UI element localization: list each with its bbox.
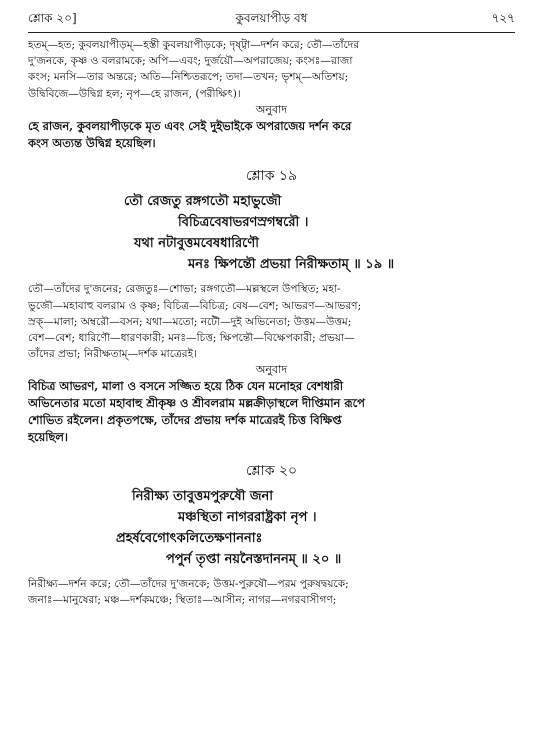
synonyms-block-18 [28,37,515,102]
synonym-line: কংস; মনসি—তার অন্তরে; অতি—নিশ্চিতরূপে; তদা—তখন; ভৃশম্—অতিশয়; [28,71,349,84]
translation-line: হে রাজন, কুবলয়াপীড়কে মৃত এবং সেই দুইভাইকে অপরাজেয় দর্শন করে [28,118,352,133]
verse-reference: শ্লোক ২০] [28,11,77,25]
synonym-line: স্রক্—মালা; অম্বরৌ—বসন; যথা—মতো; নটৌ—দুই অভিনেতা; উত্তম—উত্তম; [28,315,352,328]
synonym-line: বেশ—বেশ; ধারিণৌ—ধারণকারী; মনঃ—চিত্ত; ক্ষিপন্তৌ—বিক্ষেপকারী; প্রভয়া— [28,332,355,345]
synonym-line: তৌ—তাঁদের দু'জনের; রেজতুঃ—শোভা; রঙ্গগতৌ—মল্লস্থলে উপস্থিত; মহা- [28,283,341,296]
verse-line: মঞ্চস্থিতা নাগররাষ্ট্রকা নৃপ । [178,509,317,525]
translation-line: কংস অত্যন্ত উদ্বিগ্ন হয়েছিল। [28,135,156,150]
verse-heading: শ্লোক ২০ [245,462,298,479]
synonyms-block-20 [28,576,515,608]
page-number: ৭২৭ [491,11,515,25]
translation-label: অনুবাদ [255,363,288,377]
translation-line: হয়েছিল। [28,429,68,444]
synonym-line: ভুজৌ—মহাবাহু বলরাম ও কৃষ্ণ; বিচিত্র—বিচিত্র; বেষ—বেশ; আভরণ—আভরণ; [28,299,362,312]
translation-block-19 [28,378,515,445]
synonym-line: তাঁদের প্রভা; নিরীক্ষতাম্—দর্শক মাত্রেরই। [28,348,197,361]
verse-line: বিচিত্রবেষাভরণস্রগম্বরৌ । [178,215,309,231]
verse-line: যথা নটাবুত্তমবেষধারিণৌ [134,236,259,252]
synonyms-block-19 [28,281,515,362]
translation-line: অভিনেতার মতো মহাবাহু শ্রীকৃষ্ণ ও শ্রীবলরাম মল্লক্রীড়াস্থলে দীপ্তিমান রূপে [28,396,365,411]
sanskrit-verse-19 [28,191,515,275]
translation-label: অনুবাদ [255,102,288,116]
sanskrit-verse-20 [28,486,515,570]
verse-line: প্রহর্ষবেগোৎকলিতেক্ষণাননাঃ [116,530,263,546]
chapter-title: কুবলয়াপীড় বধ [235,11,308,25]
verse-heading: শ্লোক ১৯ [245,168,298,185]
verse-line: মনঃ ক্ষিপন্তৌ প্রভয়া নিরীক্ষতাম্ ॥ ১৯ ॥ [188,257,395,273]
synonym-line: দু'জনকে, কৃষ্ণ ও বলরামকে; অপি—এবং; দুর্জয়ৌ—অপরাজেয়; কংসঃ—রাজা [28,55,353,68]
synonym-line: উদ্বিবিজে—উদ্বিগ্ন হল; নৃপ—হে রাজন, (পরীক্ষিৎ)। [28,87,241,100]
translation-block-18 [28,118,515,152]
verse-line: পপুর্ন তৃপ্তা নয়নৈস্তদাননম্ ॥ ২০ ॥ [166,551,342,567]
translation-line: বিচিত্র আভরণ, মালা ও বসনে সজ্জিত হয়ে ঠিক যেন মনোহর বেশধারী [28,379,343,394]
verse-line: তৌ রেজতু রঙ্গগতৌ মহাভুজৌ [124,194,282,210]
synonym-line: হতম্—হত; কুবলয়াপীড়ম্—হস্তী কুবলয়াপীড়কে; দৃষ্ট্বা—দর্শন করে; তৌ—তাঁদের [28,39,360,51]
synonym-line: নিরীক্ষ্য—দর্শন করে; তৌ—তাঁদের দু'জনকে; উত্তম-পুরুষৌ—পরম পুরুষদ্বয়কে; [28,577,349,590]
page-header [28,0,515,33]
translation-line: শোভিত রইলেন। প্রকৃতপক্ষে, তাঁদের প্রভায় দর্শক মাত্রেরই চিত্ত বিক্ষিপ্ত [28,413,342,428]
synonym-line: জনাঃ—মানুষেরা; মঞ্চ—দর্শকমঞ্চে; স্থিতাঃ—আসীন; নাগর—নগরবাসীগণ; [28,593,337,606]
verse-line: নিরীক্ষ্য তাবুত্তমপুরুষৌ জনা [132,488,274,504]
